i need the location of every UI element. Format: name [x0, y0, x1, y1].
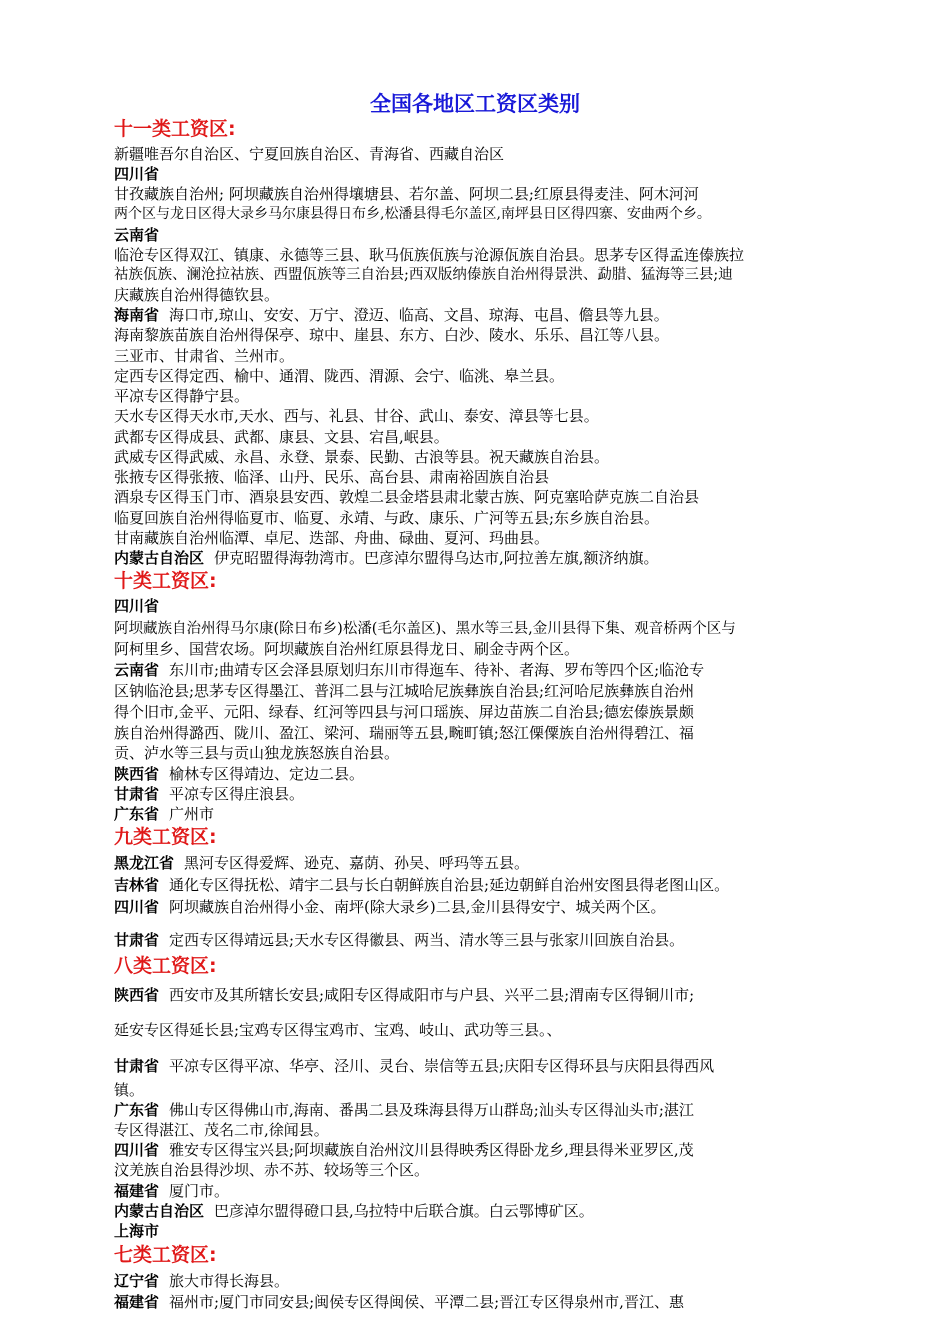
text-line: 武威专区得武威、永昌、永登、景泰、民勤、古浪等县。祝天藏族自治县。	[114, 448, 610, 466]
section-heading-7: 七类工资区:	[114, 1244, 217, 1266]
section-heading-10: 十类工资区:	[114, 570, 217, 592]
text-line: 两个区与龙日区得大录乡马尔康县得日布乡,松潘县得毛尔盖区,南坪县日区得四寨、安曲两个乡。	[114, 206, 711, 222]
province-label: 甘肃省	[114, 931, 160, 949]
text-line: 酒泉专区得玉门市、酒泉县安西、敦煌二县金塔县肃北蒙古族、阿克塞哈萨克族二自治县	[114, 488, 700, 506]
province-label: 四川省	[114, 898, 160, 916]
text-line: 天水专区得天水市,天水、西与、礼县、甘谷、武山、泰安、漳县等七县。	[114, 407, 599, 425]
province-label: 内蒙古自治区	[114, 1202, 205, 1220]
province-label: 吉林省	[114, 876, 160, 894]
text-line: 海南黎族苗族自治州得保亭、琼中、崖县、东方、白沙、陵水、乐乐、昌江等八县。	[114, 326, 670, 344]
text-line: 巴彦淖尔盟得磴口县,乌拉特中后联合旗。白云鄂博矿区。	[214, 1202, 594, 1220]
text-line: 甘孜藏族自治州; 阿坝藏族自治州得壤塘县、若尔盖、阿坝二县;红原县得麦洼、阿木河河	[114, 185, 699, 203]
province-label: 广东省	[114, 805, 160, 823]
text-line: 东川市;曲靖专区会泽县原划归东川市得迤车、待补、者海、罗布等四个区;临沧专	[169, 661, 705, 679]
text-line: 新疆唯吾尔自治区、宁夏回族自治区、青海省、西藏自治区	[114, 145, 505, 163]
text-line: 庆藏族自治州得德钦县。	[114, 286, 280, 304]
text-line: 广州市	[169, 805, 215, 823]
province-label: 福建省	[114, 1293, 160, 1311]
text-line: 镇。	[114, 1081, 145, 1099]
province-label: 四川省	[114, 165, 160, 183]
text-line: 得个旧市,金平、元阳、绿春、红河等四县与河口瑶族、屏边苗族二自治县;德宏傣族景颇	[114, 703, 694, 721]
text-line: 贡、泸水等三县与贡山独龙族怒族自治县。	[114, 744, 400, 762]
text-line: 延安专区得延长县;宝鸡专区得宝鸡市、宝鸡、岐山、武功等三县。、	[114, 1021, 562, 1039]
province-label: 辽宁省	[114, 1272, 160, 1290]
province-label: 黑龙江省	[114, 854, 175, 872]
text-line: 定西专区得靖远县;天水专区得徽县、两当、清水等三县与张家川回族自治县。	[169, 931, 685, 949]
text-line: 阿坝藏族自治州得马尔康(除日布乡)松潘(毛尔盖区)、黑水等三县,金川县得下集、观音桥两个区与	[114, 621, 736, 637]
province-label: 内蒙古自治区	[114, 549, 205, 567]
province-label: 海南省	[114, 306, 160, 324]
text-line: 平凉专区得庄浪县。	[169, 785, 305, 803]
text-line: 西安市及其所辖长安县;咸阳专区得咸阳市与户县、兴平二县;渭南专区得铜川市;	[169, 986, 695, 1004]
province-label: 广东省	[114, 1101, 160, 1119]
province-label: 福建省	[114, 1182, 160, 1200]
text-line: 阿坝藏族自治州得小金、南坪(除大录乡)二县,金川县得安宁、城关两个区。	[169, 898, 666, 916]
province-label: 陕西省	[114, 986, 160, 1004]
text-line: 区钠临沧县;思茅专区得墨江、普洱二县与江城哈尼族彝族自治县;红河哈尼族彝族自治州	[114, 682, 695, 700]
text-line: 甘南藏族自治州临潭、卓尼、迭部、舟曲、碌曲、夏河、玛曲县。	[114, 529, 550, 547]
text-line: 定西专区得定西、榆中、通渭、陇西、渭源、会宁、临洮、皋兰县。	[114, 367, 565, 385]
text-line: 佛山专区得佛山市,海南、番禺二县及珠海县得万山群岛;汕头专区得汕头市;湛江	[169, 1101, 694, 1119]
text-line: 榆林专区得靖边、定边二县。	[169, 765, 365, 783]
text-line: 厦门市。	[169, 1182, 230, 1200]
text-line: 黑河专区得爱辉、逊克、嘉荫、孙吴、呼玛等五县。	[184, 854, 530, 872]
page-title: 全国各地区工资区类别	[370, 92, 580, 116]
text-line: 张掖专区得张掖、临泽、山丹、民乐、高台县、肃南裕固族自治县	[114, 468, 550, 486]
text-line: 海口市,琼山、安安、万宁、澄迈、临高、文昌、琼海、屯昌、儋县等九县。	[169, 306, 669, 324]
section-heading-11: 十一类工资区:	[114, 118, 236, 140]
text-line: 族自治州得潞西、陇川、盈江、梁河、瑞丽等五县,畹町镇;怒江傈僳族自治州得碧江、福	[114, 724, 694, 742]
text-line: 伊克昭盟得海勃湾市。巴彦淖尔盟得乌达市,阿拉善左旗,额济纳旗。	[214, 549, 659, 567]
province-label: 云南省	[114, 661, 160, 679]
text-line: 专区得湛江、茂名二市,徐闻县。	[114, 1121, 329, 1139]
province-label: 四川省	[114, 597, 160, 615]
text-line: 临沧专区得双江、镇康、永德等三县、耿马佤族佤族与沧源佤族自治县。思茅专区得孟连傣族拉	[114, 246, 745, 264]
text-line: 旅大市得长海县。	[169, 1272, 290, 1290]
text-line: 汶羌族自治县得沙坝、赤不苏、较场等三个区。	[114, 1161, 430, 1179]
province-label: 甘肃省	[114, 785, 160, 803]
text-line: 雅安专区得宝兴县;阿坝藏族自治州汶川县得映秀区得卧龙乡,理县得米亚罗区,茂	[169, 1141, 694, 1159]
province-label: 甘肃省	[114, 1057, 160, 1075]
text-line: 武都专区得成县、武都、康县、文县、宕昌,岷县。	[114, 428, 449, 446]
text-line: 阿柯里乡、国营农场。阿坝藏族自治州红原县得龙日、刷金寺两个区。	[114, 640, 580, 658]
province-label: 上海市	[114, 1222, 160, 1240]
province-label: 陕西省	[114, 765, 160, 783]
section-heading-9: 九类工资区:	[114, 826, 217, 848]
province-label: 四川省	[114, 1141, 160, 1159]
text-line: 三亚市、甘肃省、兰州市。	[114, 347, 295, 365]
text-line: 祜族佤族、澜沧拉祜族、西盟佤族等三自治县;西双版纳傣族自治州得景洪、勐腊、猛海等三县;迪	[114, 267, 733, 283]
section-heading-8: 八类工资区:	[114, 955, 217, 977]
text-line: 平凉专区得平凉、华亭、泾川、灵台、崇信等五县;庆阳专区得环县与庆阳县得西风	[169, 1057, 715, 1075]
text-line: 通化专区得抚松、靖宇二县与长白朝鲜族自治县;延边朝鲜自治州安图县得老图山区。	[169, 876, 730, 894]
text-line: 福州市;厦门市同安县;闽侯专区得闽侯、平潭二县;晋江专区得泉州市,晋江、惠	[169, 1293, 684, 1311]
text-line: 临夏回族自治州得临夏市、临夏、永靖、与政、康乐、广河等五县;东乡族自治县。	[114, 509, 660, 527]
text-line: 平凉专区得静宁县。	[114, 387, 250, 405]
province-label: 云南省	[114, 226, 160, 244]
